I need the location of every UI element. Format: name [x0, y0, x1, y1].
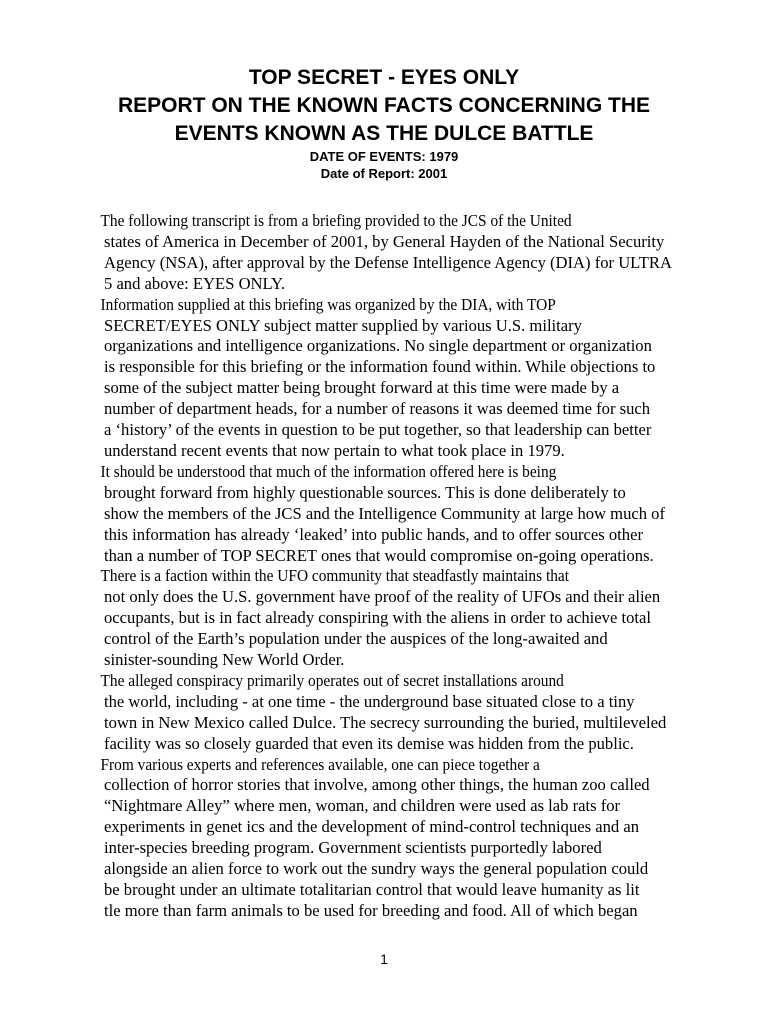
paragraph-line: tle more than farm animals to be used for breeding and food. All of which began: [104, 900, 638, 920]
paragraph-line: From various experts and references available, one can piece together a: [100, 754, 540, 774]
body-paragraph: [56, 211, 712, 295]
page-number: 1: [380, 951, 388, 967]
report-title-line-1: REPORT ON THE KNOWN FACTS CONCERNING THE: [117, 94, 650, 117]
paragraph-line: than a number of TOP SECRET ones that would compromise on-going operations.: [104, 545, 654, 565]
paragraph-line: collection of horror stories that involve, among other things, the human zoo called: [104, 775, 650, 795]
paragraph-line: It should be understood that much of the information offered here is being: [100, 461, 557, 481]
paragraph-line: “Nightmare Alley” where men, woman, and children were used as lab rats for: [104, 796, 621, 816]
paragraph-line: There is a faction within the UFO community that steadfastly maintains that: [100, 566, 570, 586]
body-paragraph: [56, 462, 712, 567]
paragraph-line: facility was so closely guarded that even its demise was hidden from the public.: [104, 733, 634, 753]
document-body: [56, 211, 712, 922]
paragraph-line: brought forward from highly questionable sources. This is done deliberately to: [104, 482, 626, 502]
body-paragraph: [56, 755, 712, 922]
date-of-events: DATE OF EVENTS: 1979: [309, 149, 459, 164]
paragraph-line: some of the subject matter being brought forward at this time were made by a: [104, 378, 620, 398]
paragraph-line: organizations and intelligence organizations. No single department or organization: [104, 336, 652, 356]
paragraph-line: Information supplied at this briefing was organized by the DIA, with TOP: [100, 294, 556, 314]
paragraph-line: experiments in genet ics and the development of mind-control techniques and an: [104, 817, 639, 837]
paragraph-line: the world, including - at one time - the underground base situated close to a tiny: [104, 691, 635, 711]
document-header: [0, 64, 768, 182]
paragraph-line: a ‘history’ of the events in question to be put together, so that leadership can better: [104, 420, 652, 440]
paragraph-line: control of the Earth’s population under the auspices of the long-awaited and: [104, 629, 608, 649]
date-of-report: Date of Report: 2001: [320, 166, 448, 181]
paragraph-line: show the members of the JCS and the Intelligence Community at large how much of: [104, 503, 666, 523]
body-paragraph: [56, 295, 712, 462]
body-paragraph: [56, 566, 712, 671]
paragraph-line: occupants, but is in fact already conspiring with the aliens in order to achieve total: [104, 608, 651, 628]
paragraph-line: 5 and above: EYES ONLY.: [104, 273, 285, 293]
paragraph-line: is responsible for this briefing or the information found within. While objections to: [104, 357, 656, 377]
paragraph-line: inter-species breeding program. Government scientists purportedly labored: [104, 838, 602, 858]
paragraph-line: not only does the U.S. government have proof of the reality of UFOs and their alien: [104, 587, 661, 607]
paragraph-line: understand recent events that now pertain to what took place in 1979.: [104, 440, 565, 460]
paragraph-line: The alleged conspiracy primarily operates out of secret installations around: [100, 670, 564, 690]
report-title-line-2: EVENTS KNOWN AS THE DULCE BATTLE: [174, 122, 594, 145]
paragraph-line: sinister-sounding New World Order.: [104, 650, 345, 670]
paragraph-line: alongside an alien force to work out the sundry ways the general population could: [104, 859, 649, 879]
classification-heading: TOP SECRET - EYES ONLY: [248, 66, 520, 89]
body-paragraph: [56, 671, 712, 755]
paragraph-line: The following transcript is from a briefing provided to the JCS of the United: [100, 211, 572, 230]
paragraph-line: town in New Mexico called Dulce. The secrecy surrounding the buried, multileveled: [104, 712, 667, 732]
paragraph-line: number of department heads, for a number of reasons it was deemed time for such: [104, 399, 651, 419]
paragraph-line: Agency (NSA), after approval by the Defense Intelligence Agency (DIA) for ULTRA: [104, 252, 672, 272]
paragraph-line: SECRET/EYES ONLY subject matter supplied by various U.S. military: [104, 315, 582, 335]
paragraph-line: this information has already ‘leaked’ into public hands, and to offer sources other: [104, 524, 643, 544]
paragraph-line: be brought under an ultimate totalitarian control that would leave humanity as lit: [104, 880, 640, 899]
paragraph-line: states of America in December of 2001, by General Hayden of the National Security: [104, 231, 665, 251]
